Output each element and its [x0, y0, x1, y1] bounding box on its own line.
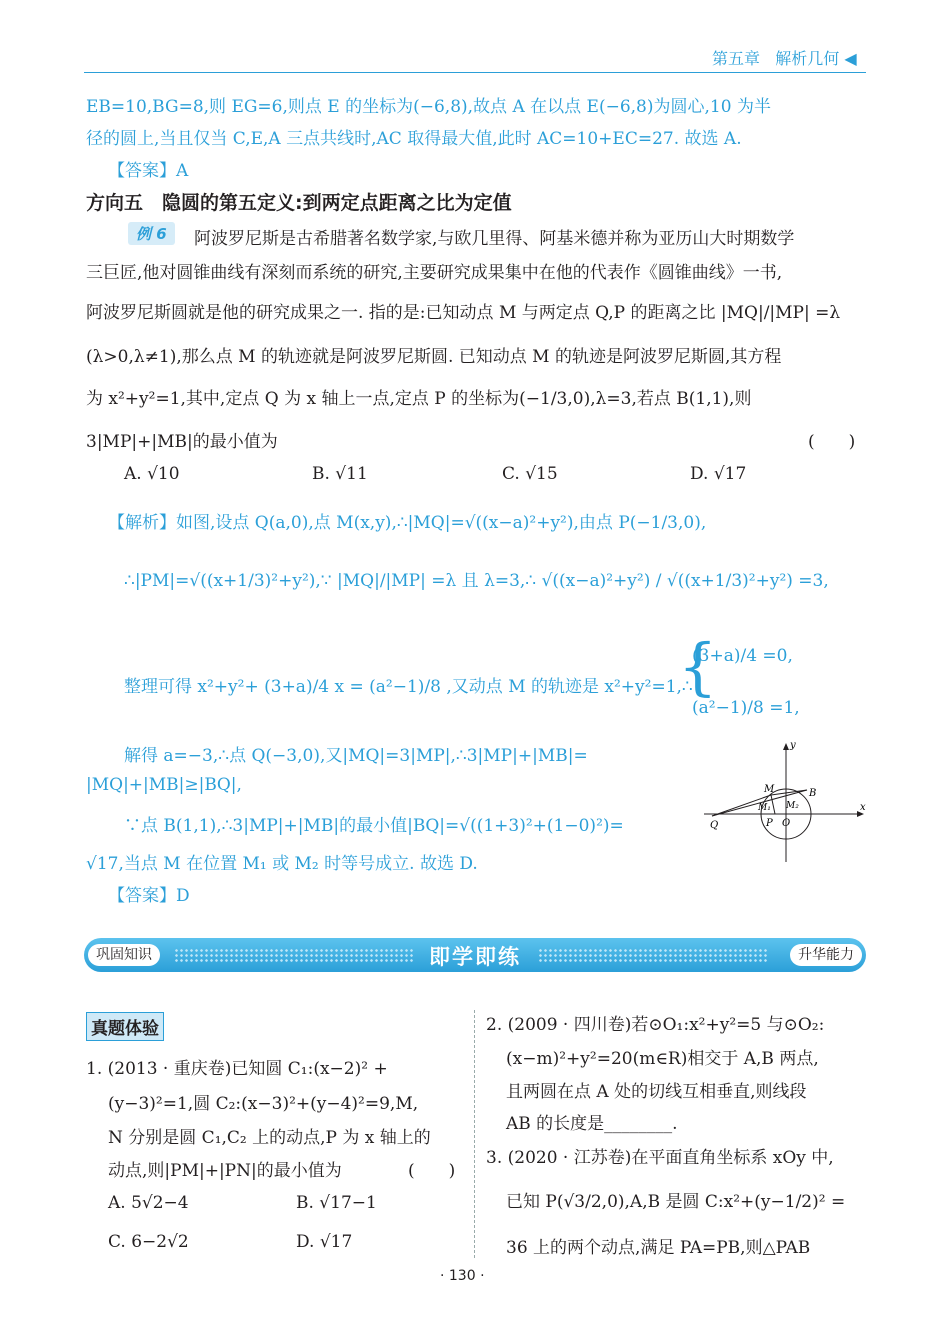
solution-system-bracket: { [678, 630, 718, 703]
q2-line-1: 2. (2009 · 四川卷)若⊙O₁:x²+y²=5 与⊙O₂: [486, 1015, 825, 1035]
q3-line-1: 3. (2020 · 江苏卷)在平面直角坐标系 xOy 中, [486, 1148, 834, 1168]
example-badge [128, 222, 175, 245]
solution-system-eq-1: (3+a)/4 =0, [692, 646, 793, 666]
solution-line-6: ∵点 B(1,1),∴3|MP|+|MB|的最小值|BQ|=√((1+3)²+(1−0)²)= [124, 816, 624, 836]
banner-left-pill: 巩固知识 [88, 944, 160, 966]
option-d: D. √17 [690, 464, 747, 484]
q3-line-3: 36 上的两个动点,满足 PA=PB,则△PAB [506, 1238, 811, 1258]
q2-line-4: AB 的长度是________. [506, 1114, 678, 1134]
answer-paren: ( ) [808, 432, 856, 452]
chapter-title: 解析几何 [775, 49, 840, 68]
option-b: B. √11 [312, 464, 368, 484]
label-m: M [764, 784, 775, 795]
prev-solution-line-1: EB=10,BG=8,则 EG=6,则点 E 的坐标为(−6,8),故点 A 在以点 E(−6,8)为圆心,10 为半 [86, 97, 771, 117]
q1-option-b: B. √17−1 [296, 1193, 377, 1213]
q1-line-3: N 分别是圆 C₁,C₂ 上的动点,P 为 x 轴上的 [108, 1128, 431, 1148]
segment-mp [771, 795, 775, 814]
y-axis-arrow-icon [783, 743, 789, 750]
solution-line-4: 解得 a=−3,∴点 Q(−3,0),又|MQ|=3|MP|,∴3|MP|+|MB|= [124, 746, 588, 766]
label-m1: M₁ [758, 803, 771, 813]
label-q: Q [710, 820, 719, 831]
q3-line-2: 已知 P(√3/2,0),A,B 是圆 C:x²+(y−1/2)² = [506, 1192, 846, 1212]
label-b: B [809, 788, 817, 799]
solution-system-eq-2: (a²−1)/8 =1, [692, 698, 800, 718]
apollonius-figure [700, 738, 870, 868]
solution-line-3: 整理可得 x²+y²+ (3+a)/4 x = (a²−1)/8 ,又动点 M 的轨迹是 x²+y²=1,∴ [124, 677, 693, 697]
label-y: y [790, 740, 796, 751]
banner-right-pill: 升华能力 [790, 944, 862, 966]
solution-line-7: √17,当点 M 在位置 M₁ 或 M₂ 时等号成立. 故选 D. [86, 854, 478, 874]
chapter-header [712, 46, 857, 69]
example-line-1: 阿波罗尼斯是古希腊著名数学家,与欧几里得、阿基米德并称为亚历山大时期数学 [194, 229, 795, 249]
q1-line-4: 动点,则|PM|+|PN|的最小值为 [108, 1161, 342, 1181]
q1-paren: ( ) [408, 1161, 456, 1181]
section-heading-label: 真题体验 [86, 1012, 164, 1041]
option-c: C. √15 [502, 464, 558, 484]
example-label: 例 6 [128, 222, 175, 245]
q1-option-a: A. 5√2−4 [108, 1193, 189, 1213]
label-x: x [860, 802, 866, 813]
q1-option-c: C. 6−2√2 [108, 1232, 189, 1252]
example-line-3: 阿波罗尼斯圆就是他的研究成果之一. 指的是:已知动点 M 与两定点 Q,P 的距离之比 |MQ|/|MP| =λ [86, 303, 841, 323]
section-heading [86, 1012, 164, 1041]
q1-line-2: (y−3)²=1,圆 C₂:(x−3)²+(y−4)²=9,M, [108, 1094, 419, 1114]
banner-title: 即学即练 [429, 945, 521, 969]
solution-answer: 【答案】D [108, 886, 190, 906]
example-line-6: 3|MP|+|MB|的最小值为 [86, 432, 278, 452]
label-o: O [782, 818, 791, 829]
q2-line-3: 且两圆在点 A 处的切线互相垂直,则线段 [506, 1082, 807, 1102]
label-m2: M₂ [786, 801, 799, 811]
solution-line-5: |MQ|+|MB|≥|BQ|, [86, 775, 242, 795]
solution-line-1: 【解析】如图,设点 Q(a,0),点 M(x,y),∴|MQ|=√((x−a)²+y²),由点 P(−1/3,0), [108, 513, 707, 533]
example-line-5: 为 x²+y²=1,其中,定点 Q 为 x 轴上一点,定点 P 的坐标为(−1/3,0),λ=3,若点 B(1,1),则 [86, 389, 752, 409]
example-line-4: (λ>0,λ≠1),那么点 M 的轨迹就是阿波罗尼斯圆. 已知动点 M 的轨迹是阿波罗尼斯圆,其方程 [86, 347, 782, 367]
example-line-2: 三巨匠,他对圆锥曲线有深刻而系统的研究,主要研究成果集中在他的代表作《圆锥曲线》一书, [86, 263, 783, 283]
column-divider [474, 1010, 476, 1258]
page-number: · 130 · [440, 1268, 485, 1284]
prev-solution-line-2: 径的圆上,当且仅当 C,E,A 三点共线时,AC 取得最大值,此时 AC=10+EC=27. 故选 A. [86, 129, 742, 149]
header-rule [84, 72, 866, 73]
prev-answer: 【答案】A [108, 161, 189, 181]
practice-banner [84, 938, 866, 972]
q2-line-2: (x−m)²+y²=20(m∈R)相交于 A,B 两点, [506, 1049, 819, 1069]
solution-line-2: ∴|PM|=√((x+1/3)²+y²),∵ |MQ|/|MP| =λ 且 λ=3,∴ √((x−a)²+y²) / √((x+1/3)²+y²) =3, [124, 571, 829, 591]
label-p: P [766, 818, 773, 829]
chapter-label: 第五章 [712, 49, 761, 68]
direction-title: 方向五 隐圆的第五定义:到两定点距离之比为定值 [86, 192, 512, 214]
q1-option-d: D. √17 [296, 1232, 353, 1252]
option-a: A. √10 [124, 464, 180, 484]
q1-line-1: 1. (2013 · 重庆卷)已知圆 C₁:(x−2)² + [86, 1059, 388, 1079]
triangle-left-icon: ◀ [844, 49, 857, 68]
